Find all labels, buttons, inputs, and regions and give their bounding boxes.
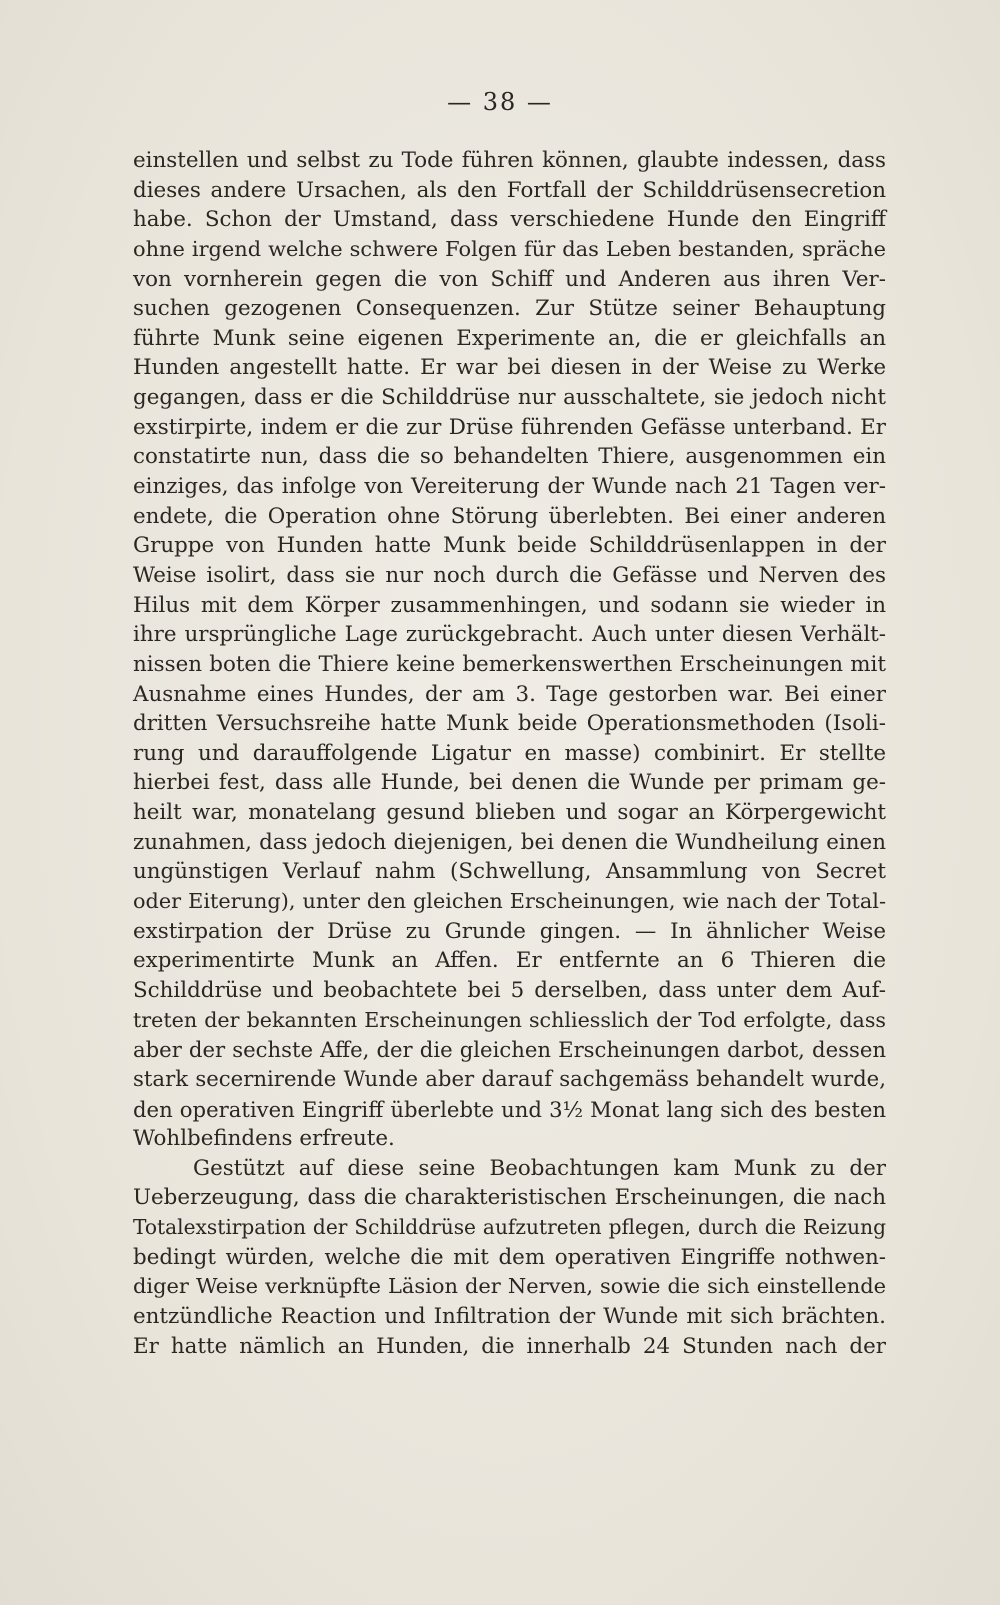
text-line: gegangen, dass er die Schilddrüse nur ausschaltete, sie jedoch nicht [133, 385, 886, 411]
text-line: einstellen und selbst zu Tode führen können, glaubte indessen, dass [133, 148, 886, 173]
text-line: zunahmen, dass jedoch diejenigen, bei denen die Wundheilung einen [133, 829, 886, 855]
text-line: constatirte nun, dass die so behandelten Thiere, ausgenommen ein [133, 444, 886, 470]
text-line: diger Weise verknüpfte Läsion der Nerven, sowie die sich einstellende [133, 1274, 886, 1299]
text-line: aber der sechste Affe, der die gleichen Erscheinungen darbot, dessen [133, 1037, 886, 1063]
text-line: Hilus mit dem Körper zusammenhingen, und sodann sie wieder in [133, 592, 886, 618]
text-line: bedingt würden, welche die mit dem operativen Eingriffe nothwen- [133, 1244, 886, 1270]
text-line: Er hatte nämlich an Hunden, die innerhalb 24 Stunden nach der [133, 1333, 886, 1359]
text-line: Weise isolirt, dass sie nur noch durch die Gefässe und Nerven des [133, 562, 886, 588]
text-line: den operativen Eingriff überlebte und 3½ Monat lang sich des besten [133, 1096, 886, 1122]
text-line: experimentirte Munk an Affen. Er entfernte an 6 Thieren die [133, 948, 886, 974]
text-line: nissen boten die Thiere keine bemerkenswerthen Erscheinungen mit [133, 651, 886, 677]
text-line: Wohlbefindens erfreute. [133, 1126, 395, 1152]
paragraph-1 [133, 146, 886, 1154]
text-line: habe. Schon der Umstand, dass verschiedene Hunde den Eingriff [133, 207, 886, 233]
text-line: stark secernirende Wunde aber darauf sachgemäss behandelt wurde, [133, 1066, 886, 1092]
text-line: rung und darauffolgende Ligatur en masse) combinirt. Er stellte [133, 740, 886, 766]
text-line: endete, die Operation ohne Störung überlebten. Bei einer anderen [133, 503, 886, 529]
text-line: treten der bekannten Erscheinungen schliesslich der Tod erfolgte, dass [133, 1007, 886, 1032]
text-line: ungünstigen Verlauf nahm (Schwellung, Ansammlung von Secret [133, 859, 886, 885]
text-line: heilt war, monatelang gesund blieben und sogar an Körpergewicht [133, 800, 886, 826]
text-line: Schilddrüse und beobachtete bei 5 derselben, dass unter dem Auf- [133, 977, 886, 1003]
text-line: dritten Versuchsreihe hatte Munk beide Operationsmethoden (Isoli- [133, 711, 886, 737]
text-line: Gestützt auf diese seine Beobachtungen kam Munk zu der [193, 1155, 886, 1181]
text-line: Hunden angestellt hatte. Er war bei diesen in der Weise zu Werke [133, 355, 886, 381]
body-text [133, 146, 886, 1361]
text-line: hierbei fest, dass alle Hunde, bei denen die Wunde per primam ge- [133, 770, 886, 796]
text-line: ohne irgend welche schwere Folgen für das Leben bestanden, spräche [133, 236, 886, 261]
text-line: oder Eiterung), unter den gleichen Erscheinungen, wie nach der Total- [133, 889, 886, 914]
text-line: exstirpation der Drüse zu Grunde gingen. — In ähnlicher Weise [133, 918, 886, 944]
text-line: führte Munk seine eigenen Experimente an, die er gleichfalls an [133, 325, 886, 351]
text-line: von vornherein gegen die von Schiff und Anderen aus ihren Ver- [133, 266, 886, 292]
text-line: exstirpirte, indem er die zur Drüse führenden Gefässe unterband. Er [133, 414, 886, 440]
text-line: Ausnahme eines Hundes, der am 3. Tage gestorben war. Bei einer [133, 681, 886, 707]
text-line: suchen gezogenen Consequenzen. Zur Stütze seiner Behauptung [133, 296, 886, 322]
text-line: Totalexstirpation der Schilddrüse aufzutreten pflegen, durch die Reizung [133, 1215, 886, 1240]
page-number: — 38 — [447, 88, 553, 116]
paragraph-2 [133, 1154, 886, 1361]
text-line: Gruppe von Hunden hatte Munk beide Schilddrüsenlappen in der [133, 533, 886, 559]
text-line: einziges, das infolge von Vereiterung der Wunde nach 21 Tagen ver- [133, 474, 886, 500]
text-line: entzündliche Reaction und Infiltration der Wunde mit sich brächten. [133, 1303, 886, 1329]
text-line: dieses andere Ursachen, als den Fortfall der Schilddrüsensecretion [133, 177, 886, 203]
text-line: Ueberzeugung, dass die charakteristischen Erscheinungen, die nach [133, 1185, 886, 1211]
text-line: ihre ursprüngliche Lage zurückgebracht. Auch unter diesen Verhält- [133, 622, 886, 648]
